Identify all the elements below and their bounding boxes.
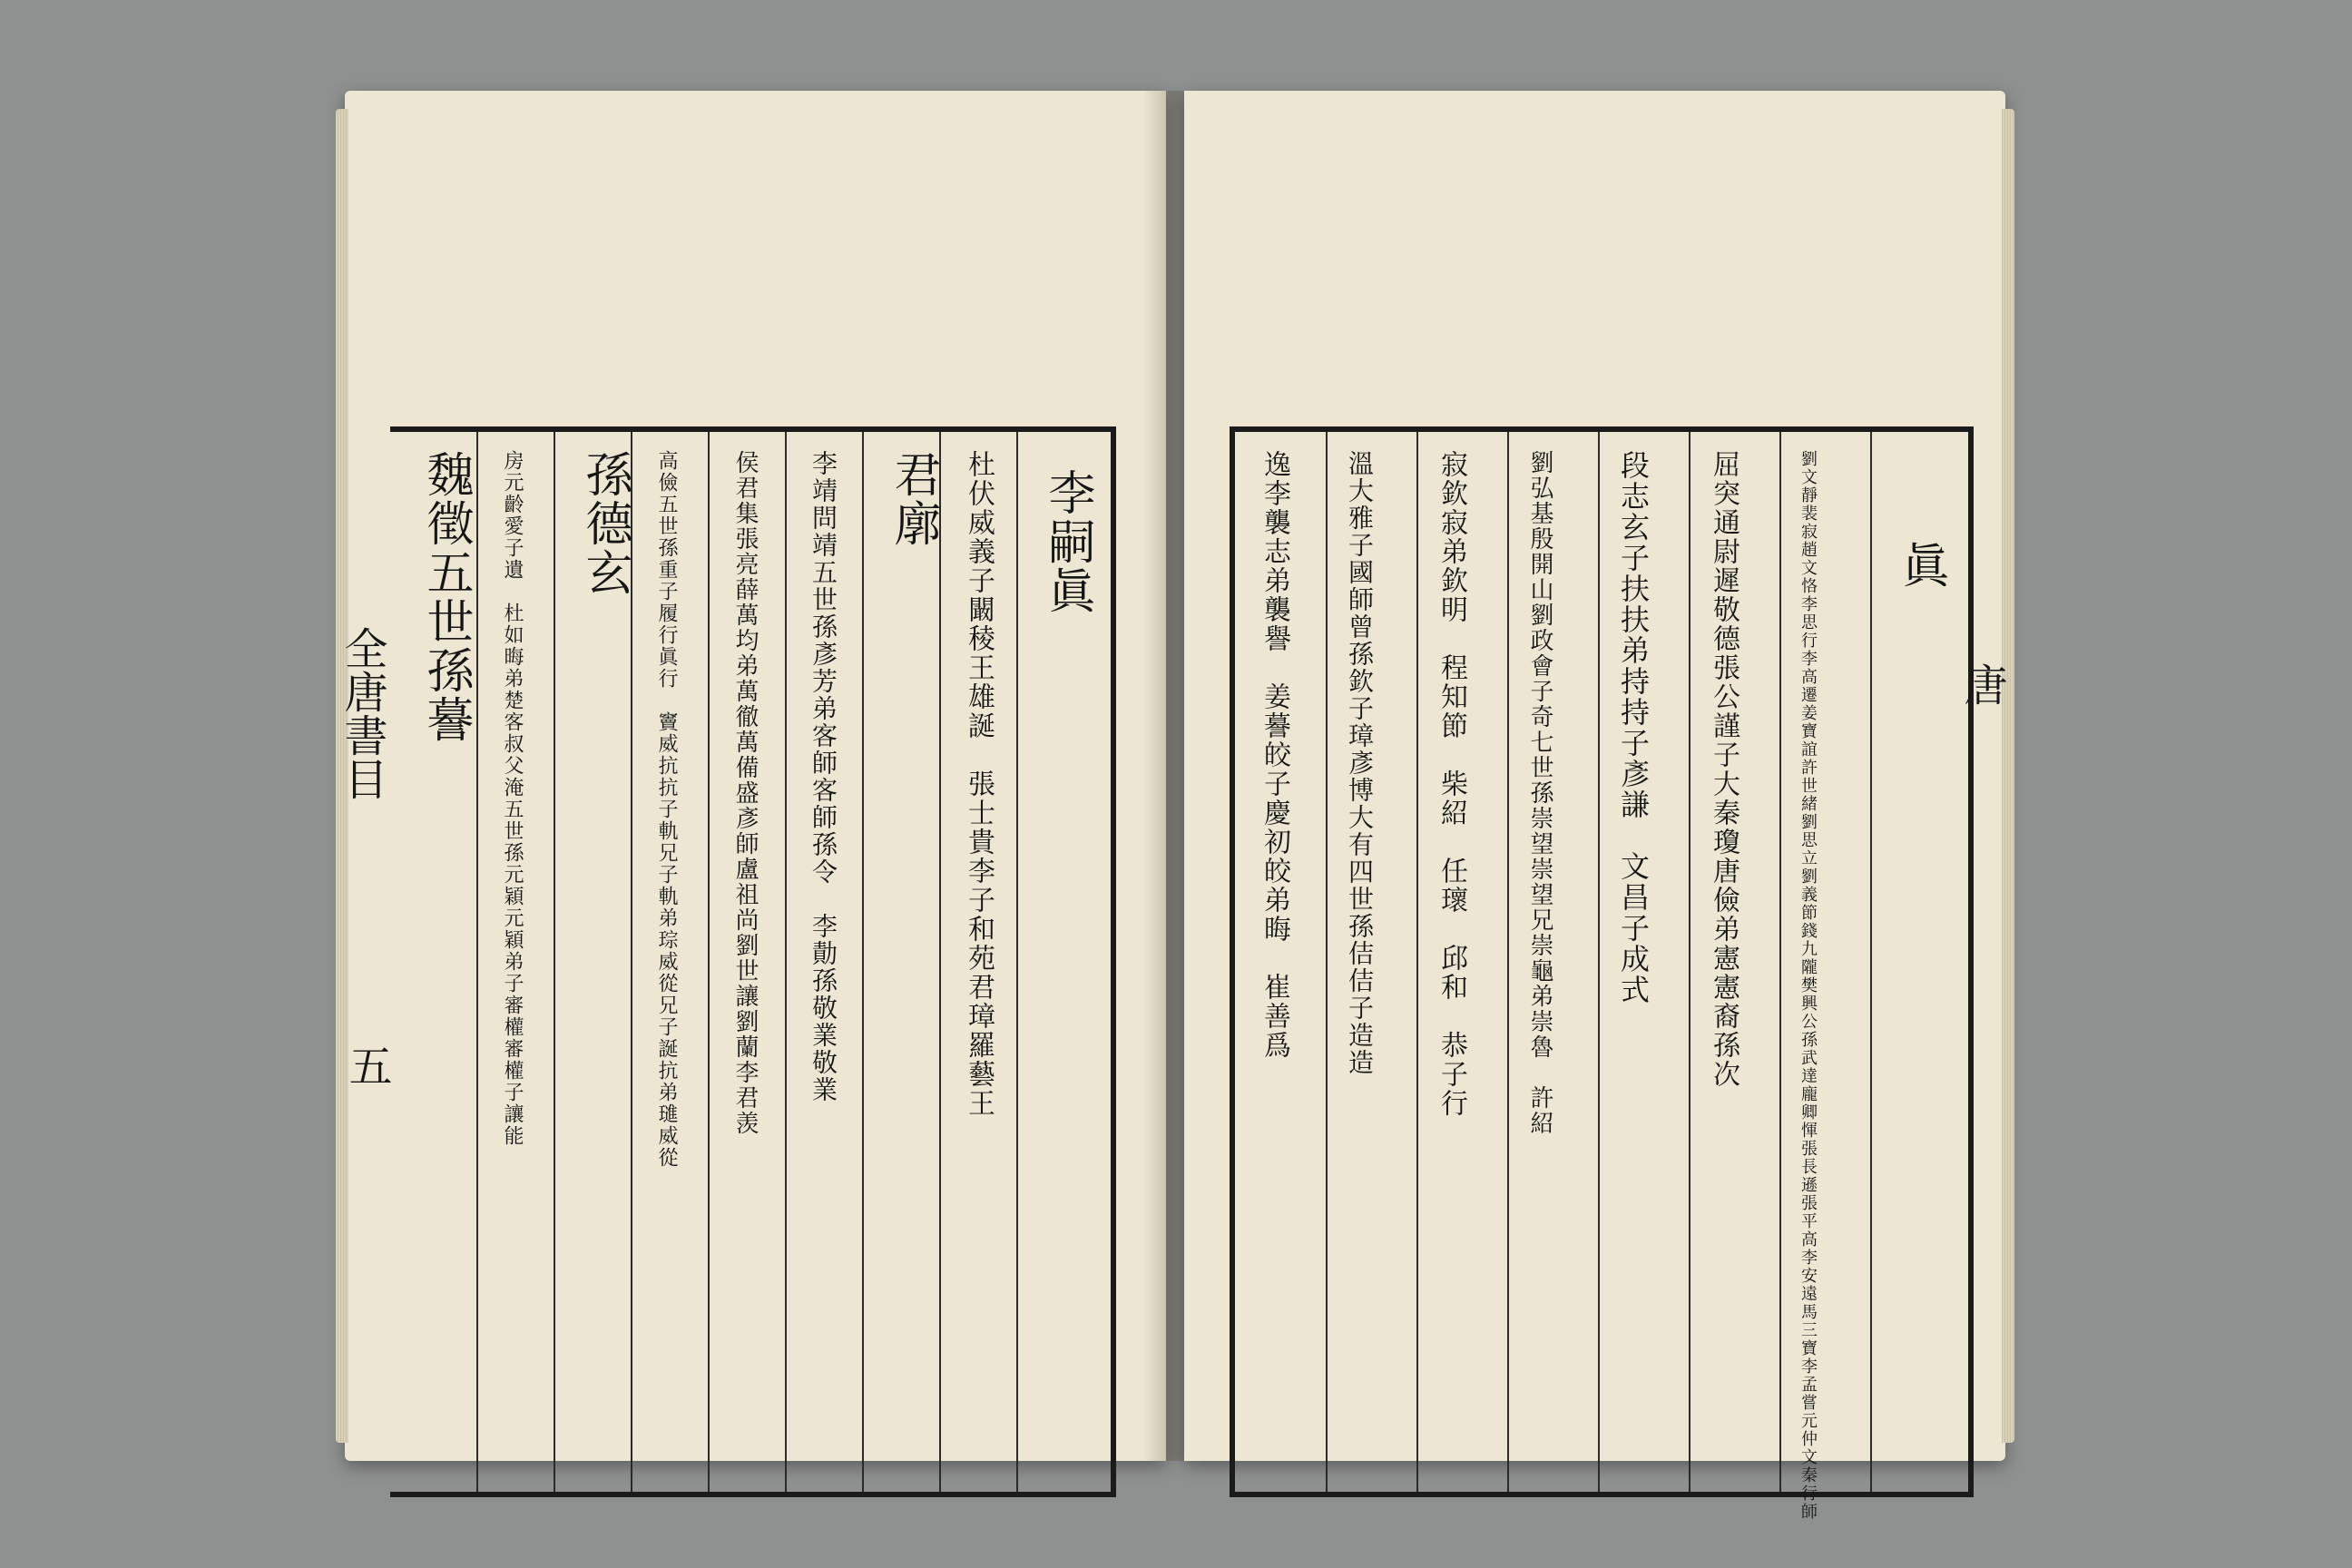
rule <box>1870 432 1872 1492</box>
rule <box>1016 432 1018 1492</box>
text-column: 寂欽寂弟欽明 程知節 柴紹 任瓌 邱和 恭子行 <box>1436 450 1467 1118</box>
text-column: 侯君集張亮薛萬均弟萬徹萬備盛彥師盧祖尚劉世讓劉蘭李君羡 <box>731 450 759 1136</box>
left-text-frame <box>390 426 1116 1497</box>
fold-title: 全唐書目 <box>337 626 387 800</box>
rule <box>1507 432 1509 1492</box>
rule <box>785 432 787 1492</box>
text-column: 君廓 <box>886 450 940 548</box>
text-column: 屈突通尉遲敬德張公謹子大秦瓊唐儉弟憲憲裔孫次 <box>1708 450 1740 1089</box>
right-page-edge <box>2002 109 2014 1443</box>
text-column: 劉文靜裴寂趙文恪李思行李高遷姜寶誼許世緒劉思立劉義節錢九隴樊興公孫武達龐卿惲張長遜張平高李安遠馬三寶李孟嘗元仲文秦行師 <box>1798 450 1818 1521</box>
text-column: 逸李襲志弟襲譽 姜謩皎子慶初皎弟晦 崔善爲 <box>1259 450 1290 1060</box>
rule <box>1779 432 1781 1492</box>
rule <box>1689 432 1690 1492</box>
text-column: 杜伏威義子闞稜王雄誕 張士貴李子和苑君璋羅藝王 <box>963 450 995 1118</box>
rule <box>554 432 555 1492</box>
text-column: 劉弘基殷開山劉政會子奇七世孫崇望崇望兄崇龜弟崇魯 許紹 <box>1526 450 1553 1136</box>
right-page <box>1184 91 2007 1521</box>
text-column: 段志玄子扶扶弟持持子彥謙 文昌子成式 <box>1616 450 1651 1005</box>
text-column: 眞 <box>1894 541 1948 590</box>
text-column: 李靖問靖五世孫彥芳弟客師客師孫令 李勣孫敬業敬業 <box>808 450 838 1103</box>
rule <box>476 432 478 1492</box>
rule <box>939 432 941 1492</box>
rule <box>1326 432 1328 1492</box>
rule <box>1416 432 1418 1492</box>
text-column: 孫德玄 <box>577 450 632 597</box>
rule <box>708 432 710 1492</box>
rule <box>862 432 864 1492</box>
fold-page-number: 五 <box>341 1044 392 1087</box>
text-column: 高儉五世孫重子履行眞行 竇威抗抗子軌兄子軌弟琮威從兄子誕抗弟璡威從 <box>655 450 678 1169</box>
open-book <box>337 91 2007 1521</box>
text-column: 李嗣眞 <box>1040 468 1094 615</box>
right-text-frame <box>1230 426 1974 1521</box>
text-column: 魏徵五世孫謩 <box>418 450 473 744</box>
text-column: 溫大雅子國師曾孫欽子璋彥博大有四世孫佶佶子造造 <box>1345 450 1375 1076</box>
fold-title: 唐 <box>1956 662 2007 706</box>
left-page <box>337 91 1166 1461</box>
rule <box>1598 432 1600 1492</box>
text-column: 房元齡愛子遺 杜如晦弟楚客叔父淹五世孫元穎元穎弟子審權審權子讓能 <box>501 450 524 1147</box>
